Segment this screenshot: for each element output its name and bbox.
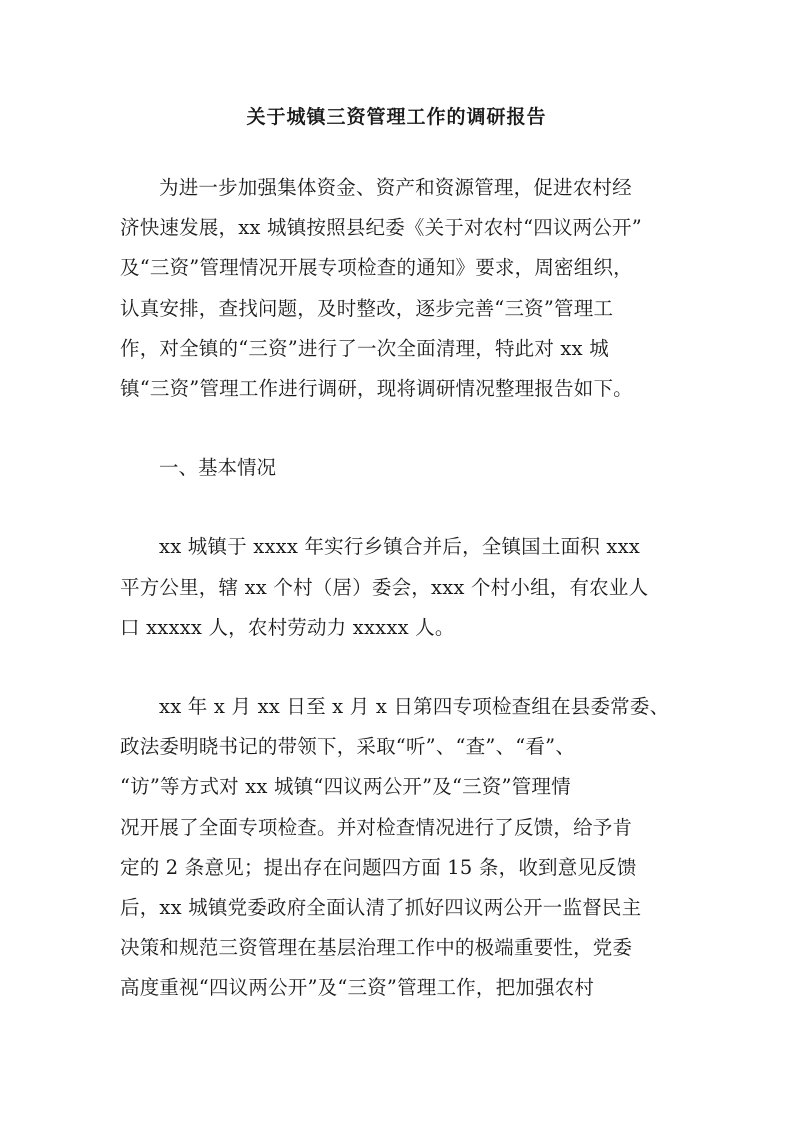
text-line: 况开展了全面专项检查。并对检查情况进行了反馈，给予肯 — [120, 815, 633, 839]
text-line: 镇“三资”管理工作进行调研，现将调研情况整理报告如下。 — [120, 377, 633, 401]
text-line: 政法委明晓书记的带领下，采取“听”、“查”、“看”、 — [120, 735, 576, 759]
inspection-paragraph — [120, 687, 675, 1009]
document-title: 关于城镇三资管理工作的调研报告 — [246, 106, 547, 128]
text-line: 决策和规范三资管理在基层治理工作中的极端重要性，党委 — [120, 936, 633, 960]
text-line: 口 xxxxx 人，农村劳动力 xxxxx 人。 — [120, 615, 455, 639]
text-line: 后，xx 城镇党委政府全面认清了抓好四议两公开一监督民主 — [120, 896, 642, 920]
document-body — [120, 168, 675, 1048]
text-line: xx 城镇于 xxxx 年实行乡镇合并后，全镇国土面积 xxx — [159, 535, 640, 559]
text-line: 及“三资”管理情况开展专项检查的通知》要求，周密组织， — [120, 256, 633, 280]
intro-paragraph — [120, 168, 675, 409]
text-line: 认真安排，查找问题，及时整改，逐步完善“三资”管理工 — [120, 296, 614, 320]
text-line: 济快速发展，xx 城镇按照县纪委《关于对农村“四议两公开” — [120, 216, 642, 240]
basic-situation-paragraph — [120, 527, 675, 648]
text-line: 平方公里，辖 xx 个村（居）委会，xxx 个村小组，有农业人 — [120, 575, 649, 599]
section-heading: 一、基本情况 — [159, 456, 277, 480]
text-line: 定的 2 条意见；提出存在问题四方面 15 条，收到意见反馈 — [120, 855, 637, 879]
text-line: “访”等方式对 xx 城镇“四议两公开”及“三资”管理情 — [120, 775, 571, 799]
text-line: 为进一步加强集体资金、资产和资源管理，促进农村经 — [159, 176, 632, 199]
text-line: 高度重视“四议两公开”及“三资”管理工作，把加强农村 — [120, 976, 595, 1000]
text-line: 作，对全镇的“三资”进行了一次全面清理，特此对 xx 城 — [120, 336, 609, 360]
text-line: xx 年 x 月 xx 日至 x 月 x 日第四专项检查组在县委常委、 — [159, 695, 670, 719]
